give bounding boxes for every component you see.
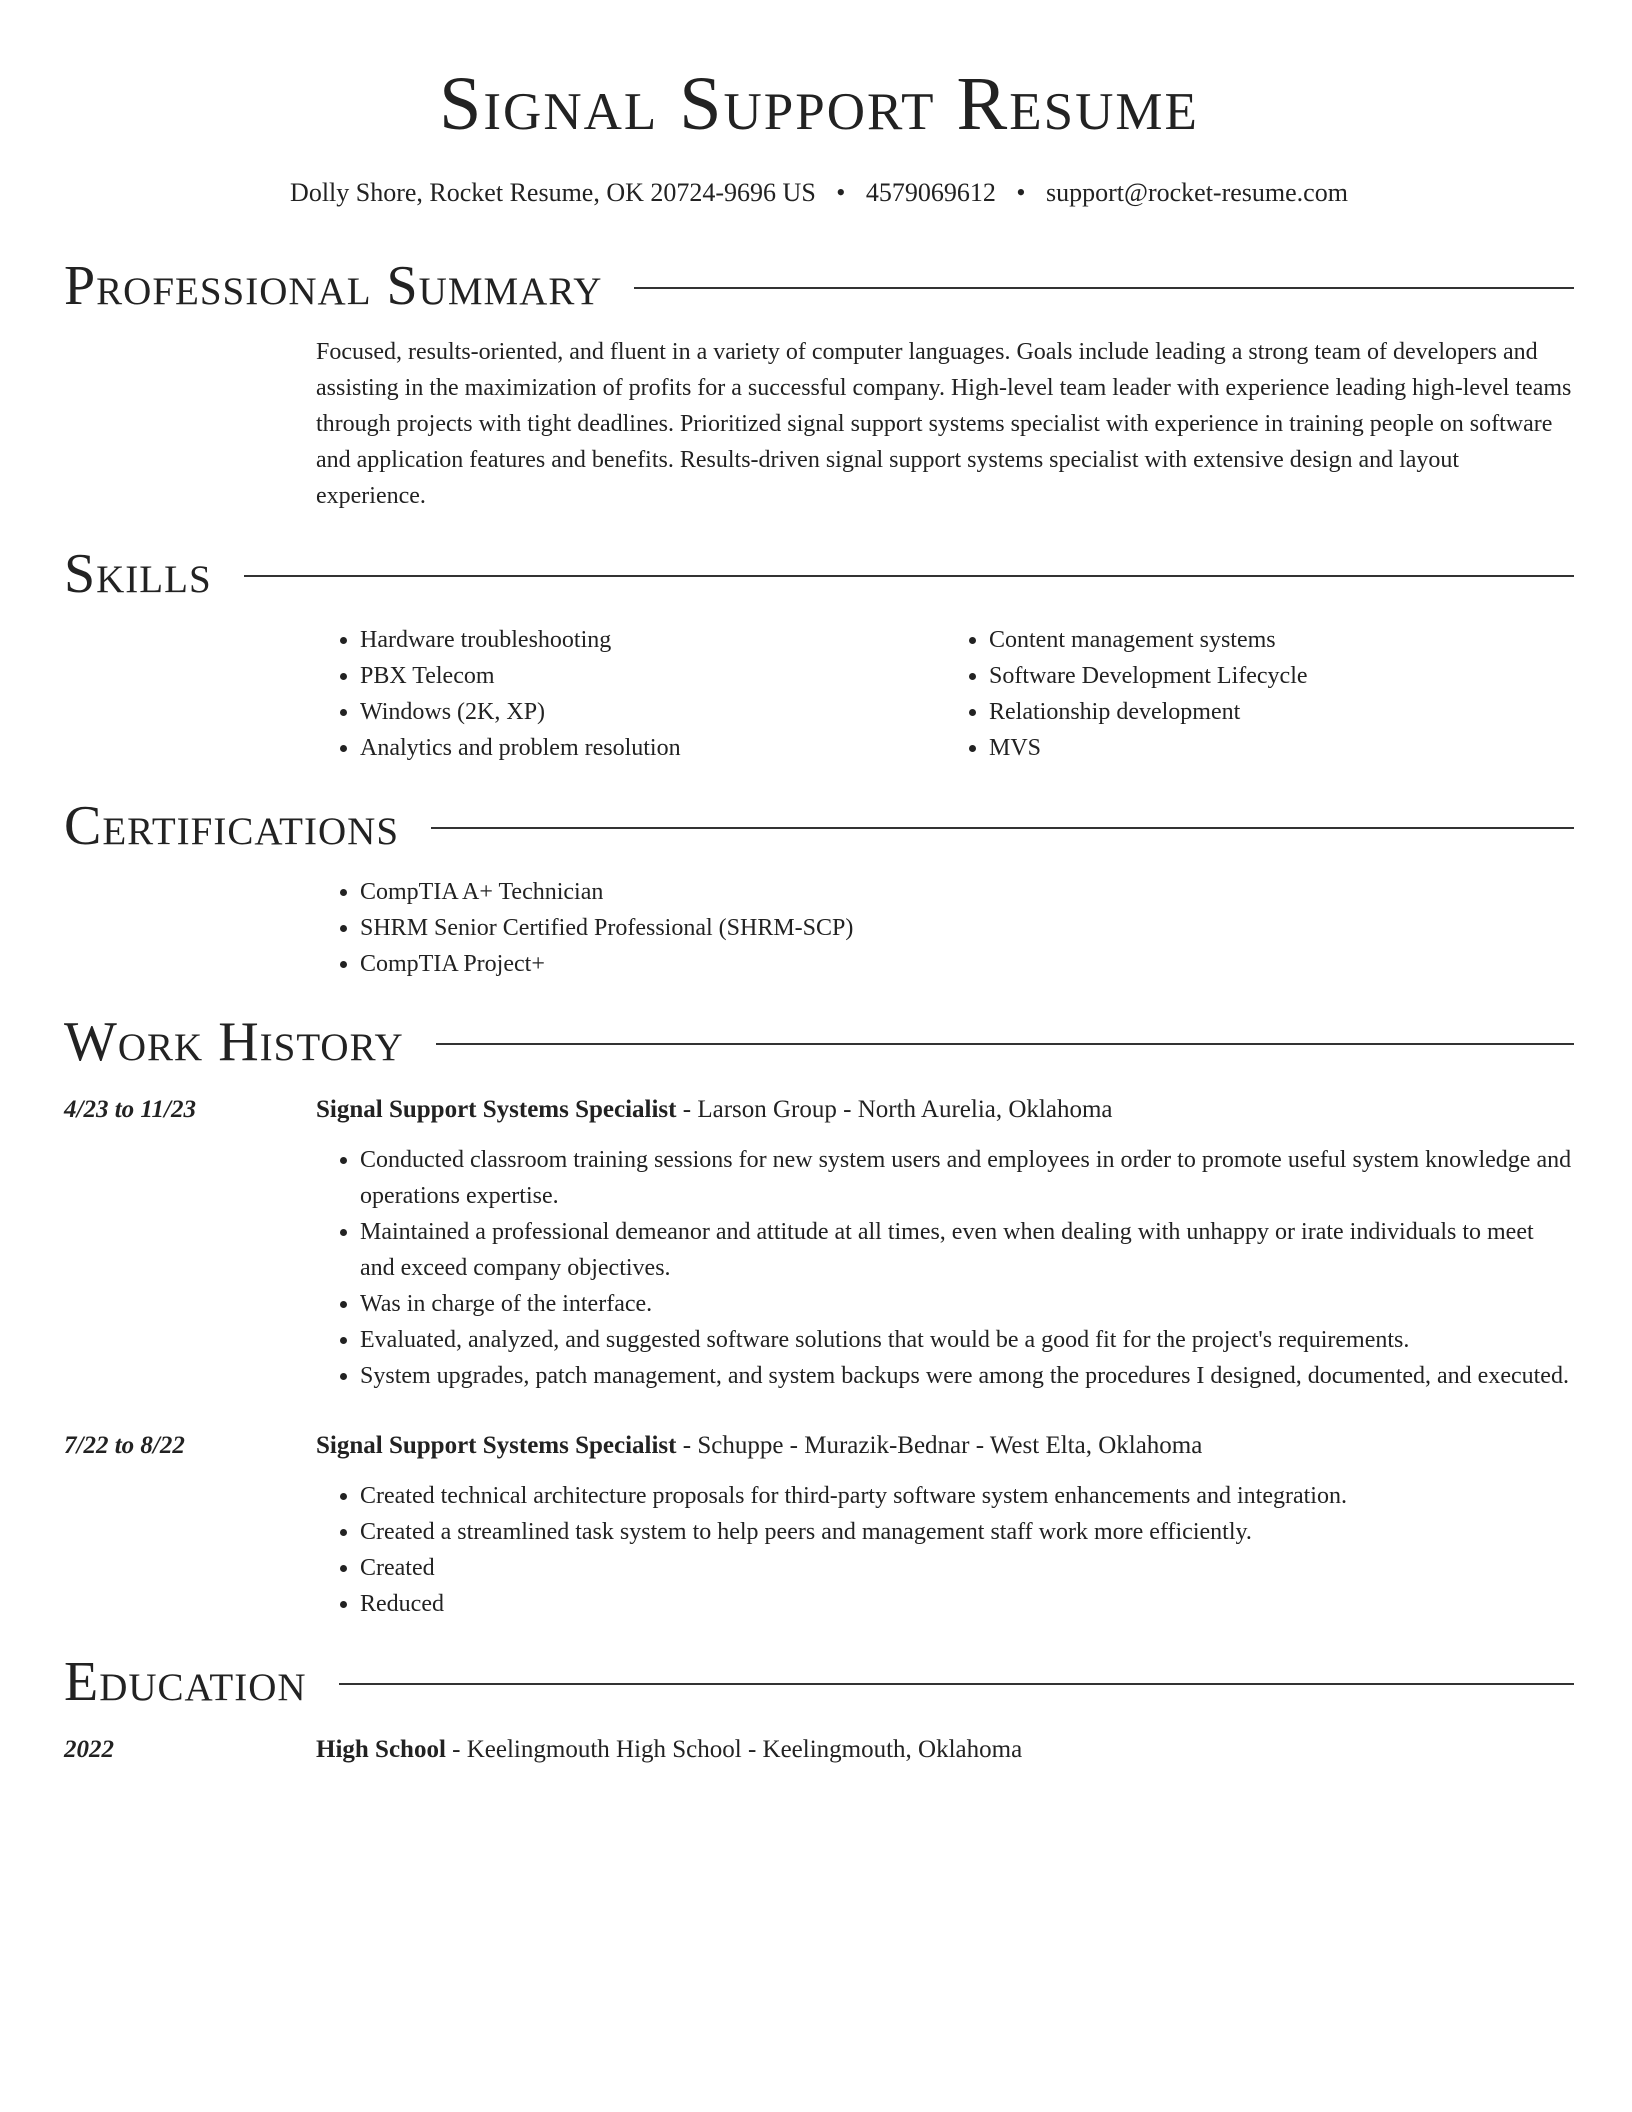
section-title-skills: Skills: [64, 543, 212, 605]
job-bullet: • Reduced: [360, 1586, 1574, 1622]
contact-line: [64, 176, 1574, 210]
job-entry: [64, 1428, 1574, 1622]
job-bullet: • Created technical architecture proposals for third-party software system enhancements and integration.: [360, 1478, 1574, 1514]
job-heading: [316, 1092, 1574, 1128]
job-dates: 7/22 to 8/22: [64, 1432, 185, 1459]
section-divider: [431, 827, 1574, 829]
skills-column-2: [945, 622, 1574, 766]
section-header-work-history: [64, 1010, 1574, 1074]
skill-item: • Analytics and problem resolution: [360, 730, 945, 766]
certification-item: • CompTIA A+ Technician: [360, 874, 1574, 910]
job-bullet: • Maintained a professional demeanor and attitude at all times, even when dealing with unhappy or irate individuals to meet and exceed company objectives.: [360, 1214, 1574, 1286]
skill-item: • Relationship development: [989, 694, 1574, 730]
job-heading: [316, 1428, 1574, 1464]
section-title-education: Education: [64, 1651, 307, 1713]
job-employer-location: - Schuppe - Murazik-Bednar - West Elta, Oklahoma: [676, 1432, 1203, 1459]
contact-phone: 4579069612: [865, 178, 996, 207]
skills-list: [316, 622, 1574, 766]
section-title-summary: Professional Summary: [64, 255, 603, 317]
job-dates: 4/23 to 11/23: [64, 1096, 196, 1123]
job-body: [316, 1428, 1574, 1622]
education-entry: [64, 1732, 1574, 1768]
job-entry: [64, 1092, 1574, 1394]
education-heading: [316, 1732, 1574, 1768]
job-employer-location: - Larson Group - North Aurelia, Oklahoma: [676, 1096, 1113, 1123]
job-bullet: • Was in charge of the interface.: [360, 1286, 1574, 1322]
resume-title: Signal Support Resume: [439, 62, 1199, 146]
section-divider: [339, 1683, 1574, 1685]
summary-text: Focused, results-oriented, and fluent in a variety of computer languages. Goals include leading a strong team of developers and assisting in the maximization of profits for a successful company. High-level team leader with experience leading high-level teams through projects with tight deadlines. Prioritized signal support systems specialist with experience in training people on software and application features and benefits. Results-driven signal support systems specialist with extensive design and layout experience.: [316, 339, 1572, 509]
skill-item: • Content management systems: [989, 622, 1574, 658]
job-bullet: • Created: [360, 1550, 1574, 1586]
certifications-list: [316, 874, 1574, 982]
education-degree: High School: [316, 1736, 446, 1763]
certification-item: • SHRM Senior Certified Professional (SHRM-SCP): [360, 910, 1574, 946]
job-bullet: • Evaluated, analyzed, and suggested software solutions that would be a good fit for the project's requirements.: [360, 1322, 1574, 1358]
section-header-certifications: [64, 794, 1574, 858]
skill-item: • Windows (2K, XP): [360, 694, 945, 730]
section-title-work-history: Work History: [64, 1011, 404, 1073]
job-bullet: • System upgrades, patch management, and system backups were among the procedures I designed, documented, and executed.: [360, 1358, 1574, 1394]
skills-column-1: [316, 622, 945, 766]
contact-email: support@rocket-resume.com: [1046, 178, 1348, 207]
education-body: [316, 1732, 1574, 1768]
education-school-location: - Keelingmouth High School - Keelingmouth, Oklahoma: [445, 1736, 1023, 1763]
skill-item: • MVS: [989, 730, 1574, 766]
skill-item: • Hardware troubleshooting: [360, 622, 945, 658]
section-header-skills: [64, 542, 1574, 606]
job-title: Signal Support Systems Specialist: [316, 1096, 677, 1123]
section-header-summary: [64, 254, 1574, 318]
contact-separator: •: [1016, 178, 1026, 207]
education-year: 2022: [64, 1736, 114, 1763]
job-bullet: • Created a streamlined task system to help peers and management staff work more efficiently.: [360, 1514, 1574, 1550]
section-divider: [634, 287, 1574, 289]
contact-separator: •: [836, 178, 846, 207]
skill-item: • PBX Telecom: [360, 658, 945, 694]
certification-item: • CompTIA Project+: [360, 946, 1574, 982]
section-divider: [244, 575, 1574, 577]
section-divider: [436, 1043, 1574, 1045]
skill-item: • Software Development Lifecycle: [989, 658, 1574, 694]
job-body: [316, 1092, 1574, 1394]
job-title: Signal Support Systems Specialist: [316, 1432, 677, 1459]
contact-address: Dolly Shore, Rocket Resume, OK 20724-9696 US: [290, 178, 816, 207]
section-title-certifications: Certifications: [64, 795, 400, 857]
resume-page: [64, 0, 1574, 1768]
job-bullet: • Conducted classroom training sessions for new system users and employees in order to promote useful system knowledge and operations expertise.: [360, 1142, 1574, 1214]
job-bullets: [316, 1142, 1574, 1394]
section-header-education: [64, 1650, 1574, 1714]
job-bullets: [316, 1478, 1574, 1622]
